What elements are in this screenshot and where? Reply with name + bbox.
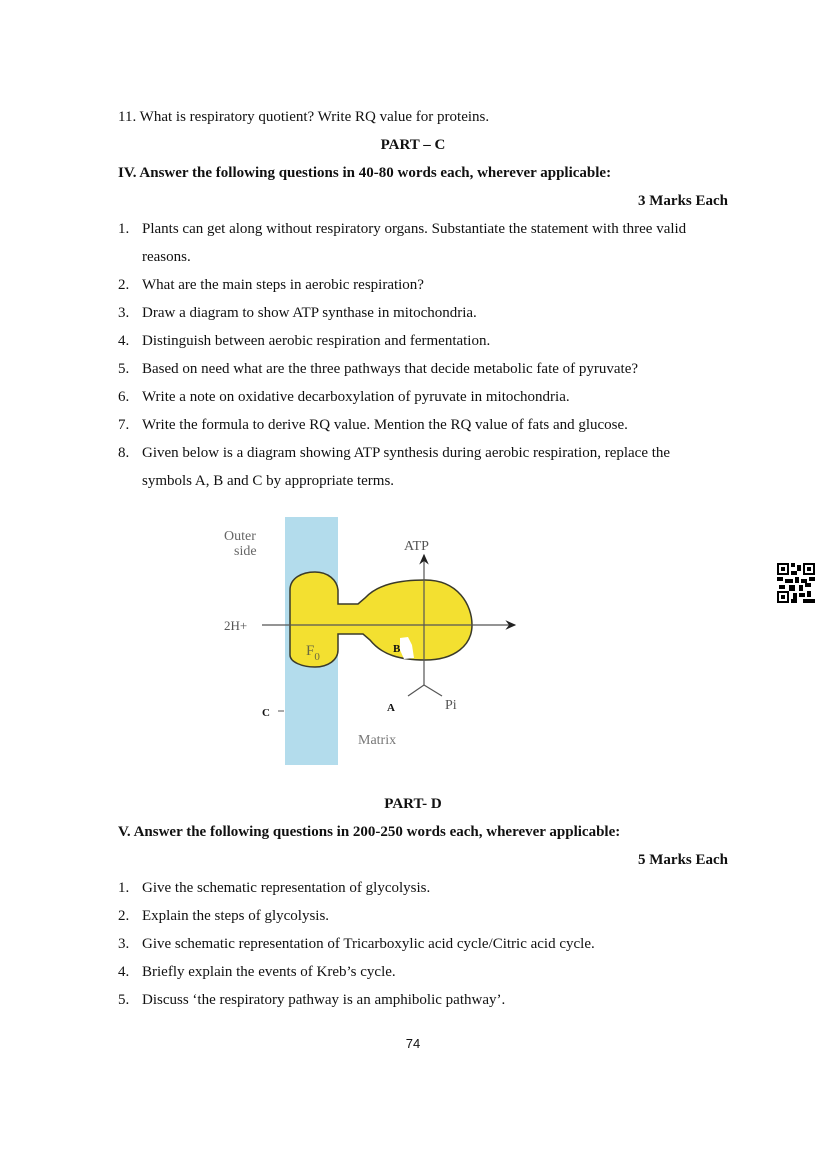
question-number: 7. [118, 417, 130, 433]
pi-label: Pi [445, 698, 457, 713]
question-number: 5. [118, 361, 130, 377]
question-text: Distinguish between aerobic respiration and fermentation. [142, 333, 491, 349]
question-number: 6. [118, 389, 130, 405]
question-number: 2. [118, 908, 130, 924]
question-text: Briefly explain the events of Kreb’s cycle. [142, 964, 396, 980]
atp-synthase-diagram [210, 510, 530, 770]
part-c-instruction: IV. Answer the following questions in 40-80 words each, wherever applicable: [118, 165, 612, 181]
question-continuation: reasons. [142, 249, 191, 265]
question-number: 4. [118, 333, 130, 349]
part-c-marks: 3 Marks Each [638, 193, 728, 209]
previous-question: 11. What is respiratory quotient? Write RQ value for proteins. [118, 109, 490, 125]
question-number: 4. [118, 964, 130, 980]
question-number: 1. [118, 880, 130, 896]
label-b: B [393, 643, 401, 655]
question-number: 1. [118, 221, 130, 237]
qr-code-icon [777, 563, 815, 603]
atp-label: ATP [404, 539, 429, 554]
f0-label: $F_0$ [306, 643, 320, 663]
question-text: Give schematic representation of Tricarboxylic acid cycle/Citric acid cycle. [142, 936, 595, 952]
question-text: Based on need what are the three pathways that decide metabolic fate of pyruvate? [142, 361, 639, 377]
proton-label: 2H+ [224, 618, 248, 633]
question-text: Plants can get along without respiratory organs. Substantiate the statement with three valid [142, 221, 687, 237]
part-c-title: PART – C [380, 137, 446, 153]
question-text: Give the schematic representation of glycolysis. [142, 880, 431, 896]
part-d-marks: 5 Marks Each [638, 852, 728, 868]
question-continuation: symbols A, B and C by appropriate terms. [142, 473, 395, 489]
question-text: Write the formula to derive RQ value. Mention the RQ value of fats and glucose. [142, 417, 628, 433]
part-d-title: PART- D [384, 796, 442, 812]
qr-code [777, 563, 815, 603]
question-text: Explain the steps of glycolysis. [142, 908, 330, 924]
label-c: C [262, 707, 270, 719]
outer-side-label: Outer [224, 529, 256, 544]
question-text: Draw a diagram to show ATP synthase in mitochondria. [142, 305, 477, 321]
page-number: 74 [405, 1036, 421, 1051]
atp-synthase-figure [210, 510, 530, 770]
question-number: 2. [118, 277, 130, 293]
question-number: 3. [118, 936, 130, 952]
question-text: What are the main steps in aerobic respiration? [142, 277, 424, 293]
question-number: 5. [118, 992, 130, 1008]
matrix-label: Matrix [358, 733, 397, 748]
question-text: Discuss ‘the respiratory pathway is an amphibolic pathway’. [142, 992, 506, 1008]
question-number: 8. [118, 445, 130, 461]
question-text: Given below is a diagram showing ATP synthesis during aerobic respiration, replace the [142, 445, 671, 461]
question-text: Write a note on oxidative decarboxylation of pyruvate in mitochondria. [142, 389, 570, 405]
part-d-instruction: V. Answer the following questions in 200-250 words each, wherever applicable: [118, 824, 621, 840]
outer-side-label-2: side [234, 544, 257, 559]
label-a: A [387, 702, 395, 714]
question-number: 3. [118, 305, 130, 321]
